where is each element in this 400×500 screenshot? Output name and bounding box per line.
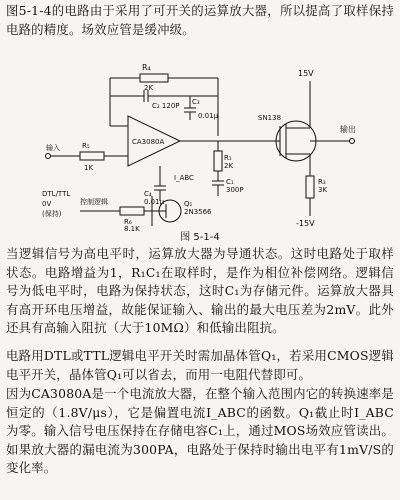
label-r3-value: 3K — [318, 186, 328, 194]
figure-caption: 图 5-1-4 — [180, 232, 220, 243]
label-q1-model: 2N3566 — [184, 208, 212, 216]
label-r1: R₁ — [224, 154, 232, 162]
label-r6-value: 8.1K — [124, 225, 140, 231]
label-c3-value: 0.01μ — [198, 112, 219, 120]
label-r1-value: 2K — [224, 162, 234, 170]
label-c4-value: 0.01μ — [144, 198, 165, 206]
circuit-diagram — [40, 56, 380, 231]
label-ctrl: 控制逻辑 — [80, 198, 108, 206]
label-r4: R₄ — [142, 63, 151, 72]
label-r4-value: 2K — [144, 84, 154, 92]
label-q1: Q₁ — [184, 200, 193, 208]
label-output: 输出 — [340, 125, 356, 134]
label-hold: (保持) — [42, 210, 62, 218]
label-c1: C₁ — [226, 178, 234, 186]
label-c1-value: 300P — [226, 186, 244, 194]
label-15v: 15V — [298, 69, 314, 78]
label-c3: C₃ — [192, 98, 200, 106]
label-ctrl-v: 0V — [42, 200, 52, 208]
label-iabc: I_ABC — [174, 174, 194, 182]
label-r6: R₆ — [124, 218, 132, 226]
paragraph-2: 当逻辑信号为高电平时，运算放大器为导通状态。这时电路处于取样状态。电路增益为1，R₁C₁在取样时，是作为相位补偿网络。逻辑信号为低电平时，电路为保持状态，这时C₁为存储元件。运算放大器具有高开环电压增益，故能保证输入、输出的最大电压差为2mV。此外还具有高输入阻抗（大于10MΩ）和低输出阻抗。 — [6, 246, 394, 335]
label-r3: R₃ — [318, 178, 326, 186]
label-c2: C₂ 120P — [152, 102, 180, 110]
label-c4: C₄ — [144, 190, 152, 198]
label-dtl: DTL/TTL — [42, 190, 71, 198]
label-input: 输入 — [46, 144, 60, 152]
label-neg15v: -15V — [296, 219, 315, 228]
label-fet: SN138 — [258, 114, 282, 122]
label-amp: CA3080A — [132, 138, 165, 146]
label-r5-value: 1K — [84, 164, 94, 172]
paragraph-4: 因为CA3080A是一个电流放大器，在整个输入范围内它的转换速率是恒定的（1.8V/μs），它是偏置电流I_ABC的函数。Q₁截止时I_ABC为零。输入信号电压保持在存储电容C₁上，通过MOS场效应管读出。如果放大器的漏电流为300PA，电路处于保持时输出电平有1mV/S的变化率。 — [6, 386, 394, 475]
label-r5: R₅ — [82, 142, 90, 150]
intro-paragraph: 图5-1-4的电路由于采用了可开关的运算放大器，所以提高了取样保持电路的精度。场效应管是缓冲级。 — [6, 3, 394, 37]
paragraph-3: 电路用DTL或TTL逻辑电平开关时需加晶体管Q₁，若采用CMOS逻辑电平开关，晶体管Q₁可以省去，而用一电阻代替即可。 — [6, 348, 394, 382]
